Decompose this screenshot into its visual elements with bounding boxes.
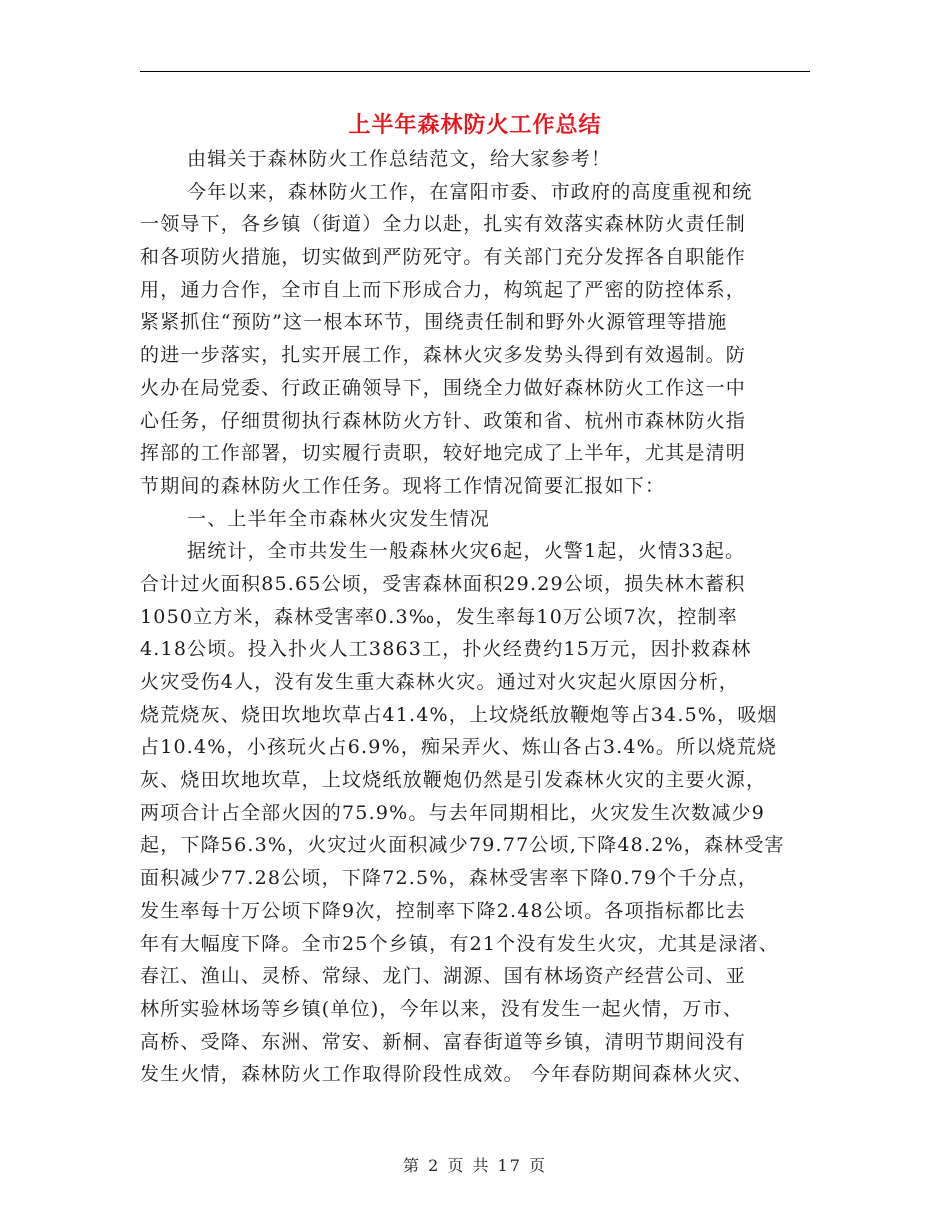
- body-line: 发生率每十万公顷下降9次，控制率下降2.48公顷。各项指标都比去: [140, 899, 746, 922]
- header-rule: [140, 71, 810, 72]
- body-line: 由辑关于森林防火工作总结范文，给大家参考！: [187, 148, 612, 170]
- body-line: 发生火情，森林防火工作取得阶段性成效。 今年春防期间森林火灾、: [140, 1063, 754, 1086]
- body-line: 今年以来，森林防火工作，在富阳市委、市政府的高度重视和统: [187, 180, 753, 203]
- body-line: 和各项防火措施，切实做到严防死守。有关部门充分发挥各自职能作: [140, 246, 747, 269]
- body-line: 火灾受伤4人，没有发生重大森林火灾。通过对火灾起火原因分析，: [140, 671, 740, 693]
- page-number-footer: 第 2 页 共 17 页: [403, 1156, 547, 1175]
- body-line: 高桥、受降、东洲、常安、新桐、富春街道等乡镇，清明节期间没有: [140, 1030, 747, 1053]
- body-line: 起，下降56.3%，火灾过火面积减少79.77公顷,下降48.2%，森林受害: [140, 834, 785, 857]
- body-line: 春江、渔山、灵桥、常绿、龙门、湖源、国有林场资产经营公司、亚: [140, 965, 747, 988]
- section-heading: 一、上半年全市森林火灾发生情况: [187, 507, 491, 530]
- body-line: 火办在局党委、行政正确领导下，围绕全力做好森林防火工作这一中: [140, 376, 747, 399]
- body-line: 紧紧抓住“预防”这一根本环节，围绕责任制和野外火源管理等措施: [140, 311, 728, 334]
- body-line: 灰、烧田坎地坎草，上坟烧纸放鞭炮仍然是引发森林火灾的主要火源，: [140, 769, 767, 792]
- body-line: 挥部的工作部署，切实履行责职，较好地完成了上半年，尤其是清明: [140, 442, 747, 465]
- body-line: 一领导下，各乡镇（街道）全力以赴，扎实有效落实森林防火责任制: [140, 213, 747, 236]
- body-line: 的进一步落实，扎实开展工作，森林火灾多发势头得到有效遏制。防: [140, 344, 747, 367]
- document-body: [140, 143, 830, 1091]
- body-line: 占10.4%，小孩玩火占6.9%，痴呆弄火、炼山各占3.4%。所以烧荒烧: [140, 736, 778, 759]
- body-line: 两项合计占全部火因的75.9%。与去年同期相比，火灾发生次数减少9: [140, 801, 766, 824]
- body-line: 节期间的森林防火工作任务。现将工作情况简要汇报如下：: [140, 474, 666, 497]
- document-title: 上半年森林防火工作总结: [348, 113, 602, 138]
- body-line: 心任务，仔细贯彻执行森林防火方针、政策和省、杭州市森林防火指: [140, 409, 747, 432]
- body-line: 面积减少77.28公顷，下降72.5%，森林受害率下降0.79个千分点，: [140, 867, 759, 890]
- body-line: 林所实验林场等乡镇(单位)，今年以来，没有发生一起火情，万市、: [140, 997, 744, 1020]
- body-line: 合计过火面积85.65公顷，受害森林面积29.29公顷，损失林木蓄积: [140, 572, 746, 595]
- body-line: 烧荒烧灰、烧田坎地坎草占41.4%，上坟烧纸放鞭炮等占34.5%，吸烟: [140, 703, 778, 726]
- body-line: 4.18公顷。投入扑火人工3863工，扑火经费约15万元，因扑救森林: [140, 638, 752, 661]
- body-line: 1050立方米，森林受害率0.3‰，发生率每10万公顷7次，控制率: [140, 605, 738, 628]
- body-line: 据统计，全市共发生一般森林火灾6起，火警1起，火情33起。: [187, 540, 746, 563]
- body-line: 年有大幅度下降。全市25个乡镇，有21个没有发生火灾，尤其是渌渚、: [140, 932, 779, 955]
- body-line: 用，通力合作，全市自上而下形成合力，构筑起了严密的防控体系，: [140, 278, 747, 301]
